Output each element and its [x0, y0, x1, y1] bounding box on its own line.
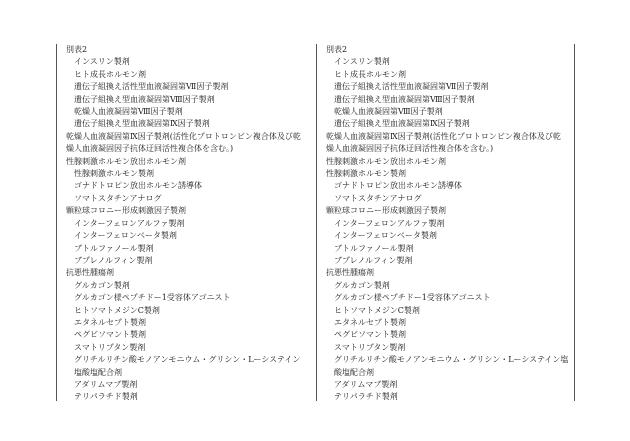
list-item: ブトルファノール製剤 — [334, 243, 414, 253]
list-item: インターフェロンベータ製剤 — [334, 231, 437, 241]
left-item-list — [66, 56, 316, 403]
list-item: ブトルファノール製剤 — [74, 243, 154, 253]
list-item: 性腺刺激ホルモン製剤 — [74, 169, 154, 179]
list-item: 性腺刺激ホルモン製剤 — [326, 169, 406, 179]
list-item: 乾燥人血液凝固第Ⅸ因子製剤(活性化プロトロンビン複合体及び乾燥人血液凝固因子抗体迂回活性複合体を含む。) — [326, 131, 561, 154]
list-item: インターフェロンアルファ製剤 — [74, 218, 185, 228]
list-item: スマトリプタン製剤 — [74, 342, 146, 352]
list-item: 遺伝子組換え活性型血液凝固第Ⅶ因子製剤 — [334, 82, 489, 92]
list-item: 乾燥人血液凝固第Ⅷ因子製剤 — [334, 107, 443, 117]
list-item: グルカゴン製剤 — [74, 280, 130, 290]
list-item: エタネルセプト製剤 — [334, 317, 406, 327]
list-item: グリチルリチン酸モノアンモニウム・グリシン・Lーシステイン塩酸塩配合剤 — [74, 355, 301, 377]
list-item: グルカゴン様ペプチドー1受容体アゴニスト — [74, 293, 231, 303]
list-item: アダリムマブ製剤 — [74, 379, 138, 389]
list-item: 抗悪性腫瘍剤 — [66, 268, 114, 278]
list-item: ブプレノルフィン製剤 — [334, 255, 413, 265]
list-item: 遺伝子組換え型血液凝固第Ⅷ因子製剤 — [334, 94, 475, 104]
list-item: 性腺刺激ホルモン放出ホルモン剤 — [66, 156, 186, 166]
list-item: グルカゴン製剤 — [334, 280, 390, 290]
list-item: グリチルリチン酸モノアンモニウム・グリシン・Lーシステイン塩酸塩配合剤 — [334, 355, 569, 377]
center-divider-line — [316, 44, 317, 401]
right-column-heading: 別表2 — [326, 45, 348, 54]
list-item: ゴナドトロピン放出ホルモン誘導体 — [74, 181, 202, 191]
list-item: ヒトソマトメジンC製剤 — [334, 305, 420, 315]
list-item: ヒトソマトメジンC製剤 — [74, 305, 160, 315]
list-item: ヒト成長ホルモン剤 — [334, 69, 406, 79]
list-item: 性腺刺激ホルモン放出ホルモン剤 — [326, 156, 446, 166]
list-item: ソマトスタチンアナログ — [334, 193, 422, 203]
list-item: ソマトスタチンアナログ — [74, 193, 162, 203]
list-item: インターフェロンアルファ製剤 — [334, 218, 445, 228]
list-item: ペグビソマント製剤 — [74, 330, 146, 340]
list-item: ブプレノルフィン製剤 — [74, 255, 153, 265]
list-item: ヒト成長ホルモン剤 — [74, 69, 146, 79]
list-item: 乾燥人血液凝固第Ⅸ因子製剤(活性化プロトロンビン複合体及び乾燥人血液凝固因子抗体迂回活性複合体を含む。) — [66, 131, 301, 154]
list-item: 遺伝子組換え型血液凝固第Ⅸ因子製剤 — [74, 119, 210, 129]
list-item: 乾燥人血液凝固第Ⅷ因子製剤 — [74, 107, 183, 117]
list-item: 遺伝子組換え活性型血液凝固第Ⅶ因子製剤 — [74, 82, 229, 92]
list-item: 抗悪性腫瘍剤 — [326, 268, 374, 278]
list-item: 遺伝子組換え型血液凝固第Ⅸ因子製剤 — [334, 119, 470, 129]
list-item: テリパラチド製剤 — [74, 392, 138, 402]
left-column — [66, 44, 316, 404]
right-item-list — [326, 56, 576, 403]
left-border-line — [56, 44, 57, 401]
list-item: インターフェロンベータ製剤 — [74, 231, 177, 241]
list-item: テリパラチド製剤 — [334, 392, 398, 402]
list-item: ペグビソマント製剤 — [334, 330, 406, 340]
right-column — [326, 44, 576, 404]
list-item: 顆粒球コロニー形成刺激因子製剤 — [326, 206, 446, 216]
list-item: アダリムマブ製剤 — [334, 379, 398, 389]
list-item: スマトリプタン製剤 — [334, 342, 406, 352]
list-item: インスリン製剤 — [74, 57, 130, 67]
list-item: 遺伝子組換え型血液凝固第Ⅷ因子製剤 — [74, 94, 215, 104]
left-column-heading: 別表2 — [66, 45, 88, 54]
list-item: グルカゴン様ペプチドー1受容体アゴニスト — [334, 293, 491, 303]
list-item: インスリン製剤 — [334, 57, 390, 67]
list-item: ゴナドトロピン放出ホルモン誘導体 — [334, 181, 462, 191]
list-item: エタネルセプト製剤 — [74, 317, 146, 327]
list-item: 顆粒球コロニー形成刺激因子製剤 — [66, 206, 186, 216]
